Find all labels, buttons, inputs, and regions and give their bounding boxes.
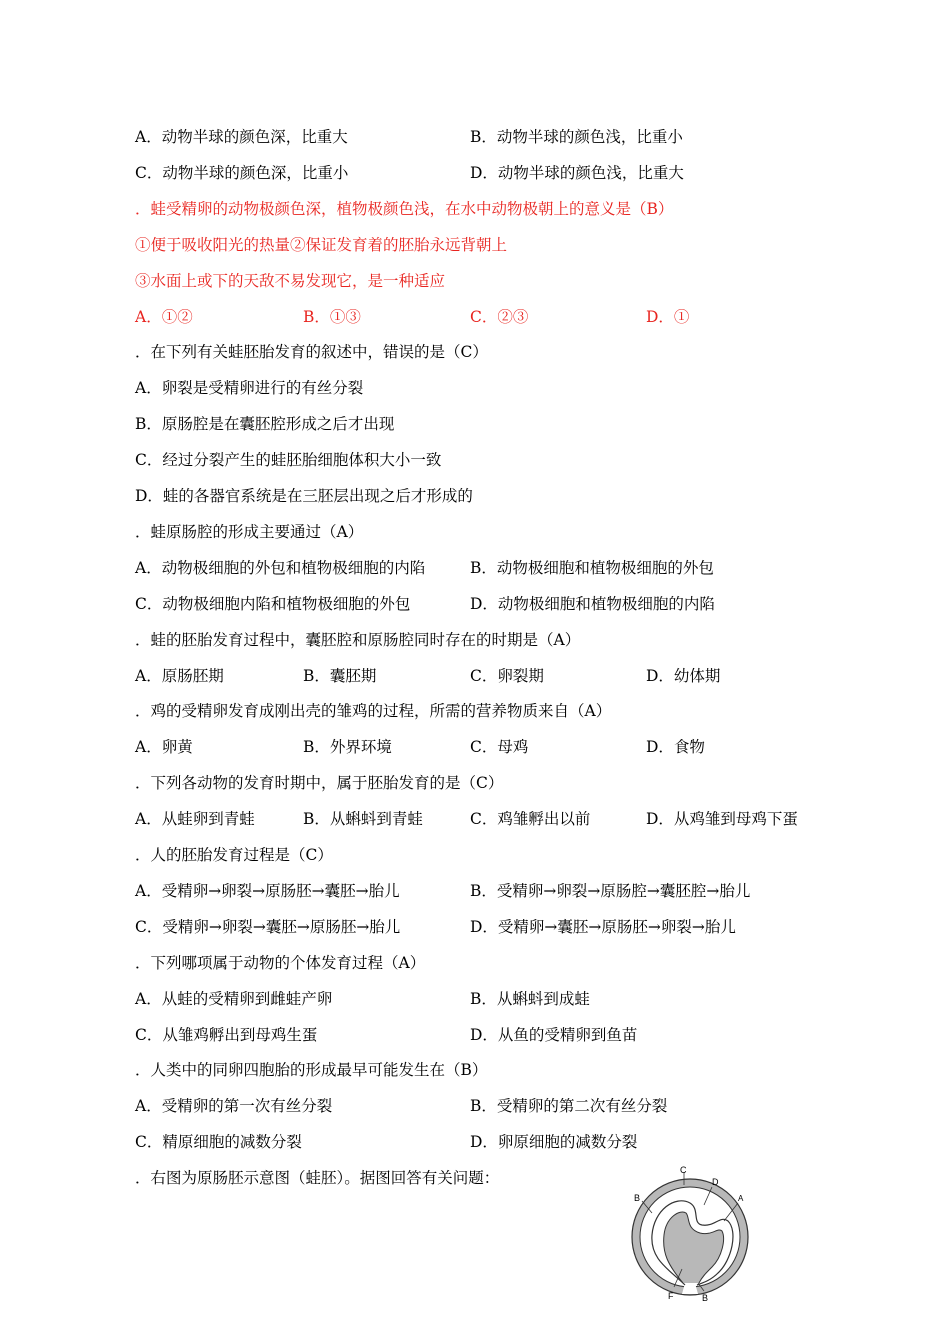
- option-item: C．②③: [470, 308, 529, 326]
- option-item: B．外界环境: [303, 738, 392, 756]
- option-item: A．原肠胚期: [135, 667, 224, 685]
- option-right: B．受精卵的第二次有丝分裂: [470, 1097, 668, 1115]
- text-line: ．下列哪项属于动物的个体发育过程（A）: [135, 954, 426, 972]
- option-left: C．动物极细胞内陷和植物极细胞的外包: [135, 595, 411, 613]
- option-right: D．受精卵→囊胚→原肠胚→卵裂→胎儿: [470, 918, 736, 936]
- option-right: B．动物半球的颜色浅，比重小: [470, 128, 683, 146]
- option-left: A．受精卵的第一次有丝分裂: [135, 1097, 333, 1115]
- label-b-bottom: B: [702, 1293, 709, 1303]
- text-line: ．鸡的受精卵发育成刚出壳的雏鸡的过程，所需的营养物质来自（A）: [135, 702, 612, 720]
- option-item: C．卵裂期: [470, 667, 544, 685]
- option-item: A．①②: [135, 308, 193, 326]
- text-line: ．下列各动物的发育时期中，属于胚胎发育的是（C）: [135, 774, 504, 792]
- text-line: C．经过分裂产生的蛙胚胎细胞体积大小一致: [135, 451, 442, 469]
- option-right: B．受精卵→卵裂→原肠腔→囊胚腔→胎儿: [470, 882, 751, 900]
- option-item: B．囊胚期: [303, 667, 377, 685]
- label-d: D: [712, 1177, 719, 1187]
- text-line: A．卵裂是受精卵进行的有丝分裂: [135, 379, 364, 397]
- text-line: B．原肠腔是在囊胚腔形成之后才出现: [135, 415, 395, 433]
- text-line: ．蛙的胚胎发育过程中，囊胚腔和原肠腔同时存在的时期是（A）: [135, 631, 581, 649]
- option-left: A．从蛙的受精卵到雌蛙产卵: [135, 990, 333, 1008]
- text-line: ③水面上或下的天敌不易发现它，是一种适应: [135, 272, 446, 290]
- option-item: D．①: [646, 308, 690, 326]
- option-left: A．动物半球的颜色深，比重大: [135, 128, 348, 146]
- option-left: C．动物半球的颜色深，比重小: [135, 164, 349, 182]
- text-line: ．蛙原肠腔的形成主要通过（A）: [135, 523, 364, 541]
- option-right: B．动物极细胞和植物极细胞的外包: [470, 559, 714, 577]
- option-item: A．从蛙卵到青蛙: [135, 810, 255, 828]
- option-right: D．从鱼的受精卵到鱼苗: [470, 1026, 638, 1044]
- option-right: D．卵原细胞的减数分裂: [470, 1133, 638, 1151]
- text-line: D．蛙的各器官系统是在三胚层出现之后才形成的: [135, 487, 473, 505]
- gastrula-diagram: [620, 1165, 760, 1305]
- option-right: D．动物半球的颜色浅，比重大: [470, 164, 684, 182]
- option-item: A．卵黄: [135, 738, 193, 756]
- option-item: D．食物: [646, 738, 705, 756]
- option-item: D．从鸡雏到母鸡下蛋: [646, 810, 798, 828]
- label-f: F: [668, 1291, 674, 1301]
- option-left: C．精原细胞的减数分裂: [135, 1133, 302, 1151]
- option-left: C．受精卵→卵裂→囊胚→原肠胚→胎儿: [135, 918, 401, 936]
- text-line: ．右图为原肠胚示意图（蛙胚）。据图回答有关问题：: [135, 1169, 500, 1187]
- text-line: ．蛙受精卵的动物极颜色深，植物极颜色浅，在水中动物极朝上的意义是（B）: [135, 200, 674, 218]
- option-right: D．动物极细胞和植物极细胞的内陷: [470, 595, 715, 613]
- label-a: A: [738, 1194, 744, 1203]
- option-item: B．①③: [303, 308, 361, 326]
- text-line: ．人类中的同卵四胞胎的形成最早可能发生在（B）: [135, 1061, 488, 1079]
- option-item: B．从蝌蚪到青蛙: [303, 810, 423, 828]
- text-line: ．在下列有关蛙胚胎发育的叙述中，错误的是（C）: [135, 343, 488, 361]
- label-b-left: B: [634, 1193, 641, 1203]
- option-left: C．从雏鸡孵出到母鸡生蛋: [135, 1026, 318, 1044]
- option-left: A．动物极细胞的外包和植物极细胞的内陷: [135, 559, 426, 577]
- option-right: B．从蝌蚪到成蛙: [470, 990, 590, 1008]
- option-item: C．母鸡: [470, 738, 529, 756]
- text-line: ①便于吸收阳光的热量②保证发育着的胚胎永远背朝上: [135, 236, 508, 254]
- option-item: D．幼体期: [646, 667, 721, 685]
- option-item: C．鸡雏孵出以前: [470, 810, 591, 828]
- text-line: ．人的胚胎发育过程是（C）: [135, 846, 333, 864]
- option-left: A．受精卵→卵裂→原肠胚→囊胚→胎儿: [135, 882, 400, 900]
- label-c: C: [680, 1165, 687, 1175]
